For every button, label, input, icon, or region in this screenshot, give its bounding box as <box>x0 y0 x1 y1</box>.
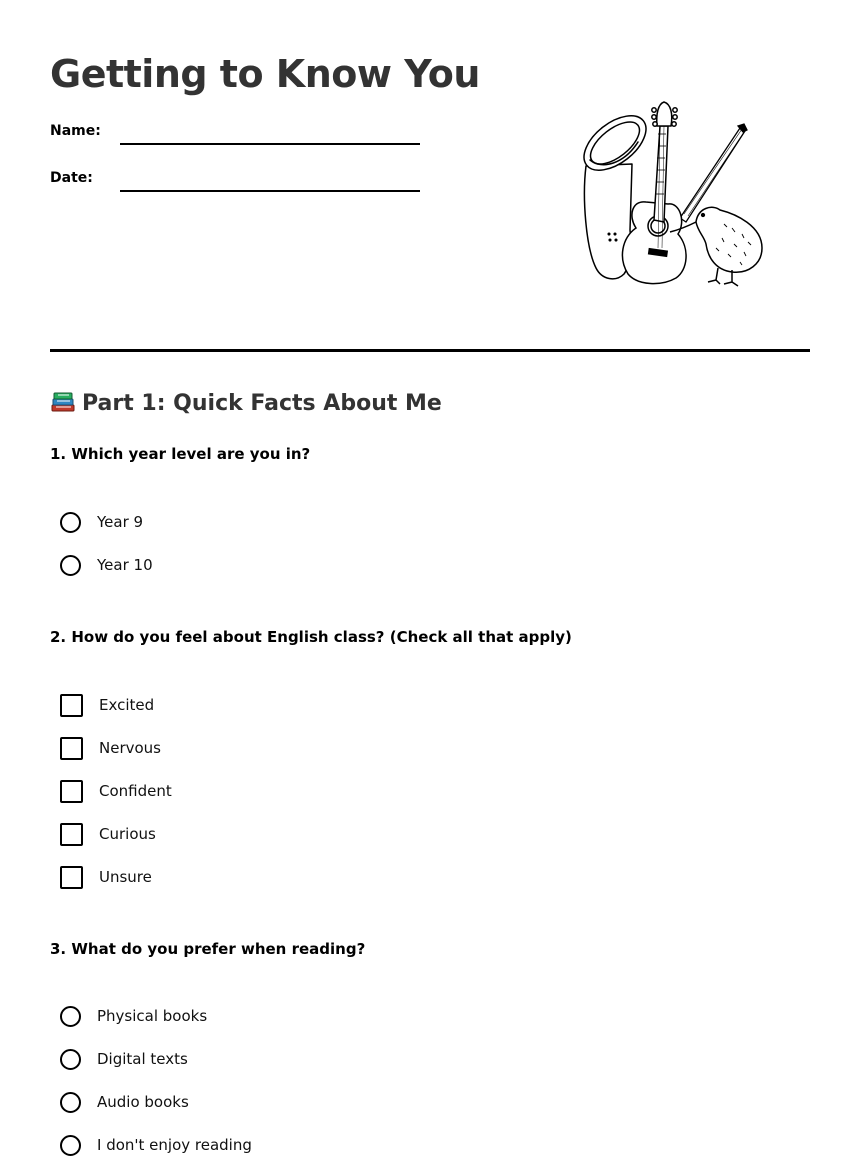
option-label: Excited <box>99 696 155 714</box>
radio-button[interactable] <box>60 1092 81 1113</box>
books-icon <box>50 390 76 423</box>
question-1: 1. Which year level are you in? <box>50 445 311 463</box>
checkbox[interactable] <box>60 823 83 846</box>
part1-heading-text: Part 1: Quick Facts About Me <box>82 391 442 416</box>
part1-heading <box>50 389 442 423</box>
q2-option-excited[interactable] <box>60 692 154 718</box>
option-label: I don't enjoy reading <box>97 1136 252 1154</box>
checkbox[interactable] <box>60 694 83 717</box>
q1-option-year-10[interactable] <box>60 552 153 578</box>
checkbox[interactable] <box>60 866 83 889</box>
q2-option-unsure[interactable] <box>60 864 152 890</box>
radio-button[interactable] <box>60 1049 81 1070</box>
q2-option-nervous[interactable] <box>60 735 161 761</box>
q3-option-audio-books[interactable] <box>60 1089 189 1115</box>
q3-option-physical-books[interactable] <box>60 1003 207 1029</box>
q3-option-dont-enjoy-reading[interactable] <box>60 1132 252 1158</box>
option-label: Confident <box>99 782 172 800</box>
q2-option-curious[interactable] <box>60 821 156 847</box>
radio-button[interactable] <box>60 512 81 533</box>
option-label: Digital texts <box>97 1050 188 1068</box>
music-kiwi-illustration <box>572 98 772 290</box>
date-field[interactable] <box>120 190 420 192</box>
q3-option-digital-texts[interactable] <box>60 1046 188 1072</box>
option-label: Unsure <box>99 868 152 886</box>
option-label: Nervous <box>99 739 161 757</box>
option-label: Audio books <box>97 1093 189 1111</box>
date-label: Date: <box>50 170 93 186</box>
name-field[interactable] <box>120 143 420 145</box>
name-label: Name: <box>50 123 101 139</box>
question-2: 2. How do you feel about English class? (Check all that apply) <box>50 628 572 646</box>
question-3: 3. What do you prefer when reading? <box>50 940 366 958</box>
radio-button[interactable] <box>60 1135 81 1156</box>
radio-button[interactable] <box>60 1006 81 1027</box>
option-label: Curious <box>99 825 156 843</box>
radio-button[interactable] <box>60 555 81 576</box>
header-divider <box>50 349 810 352</box>
q2-option-confident[interactable] <box>60 778 172 804</box>
checkbox[interactable] <box>60 737 83 760</box>
option-label: Physical books <box>97 1007 208 1025</box>
checkbox[interactable] <box>60 780 83 803</box>
page-title: Getting to Know You <box>50 52 480 96</box>
q1-option-year-9[interactable] <box>60 509 143 535</box>
option-label: Year 9 <box>97 513 144 531</box>
option-label: Year 10 <box>97 556 153 574</box>
